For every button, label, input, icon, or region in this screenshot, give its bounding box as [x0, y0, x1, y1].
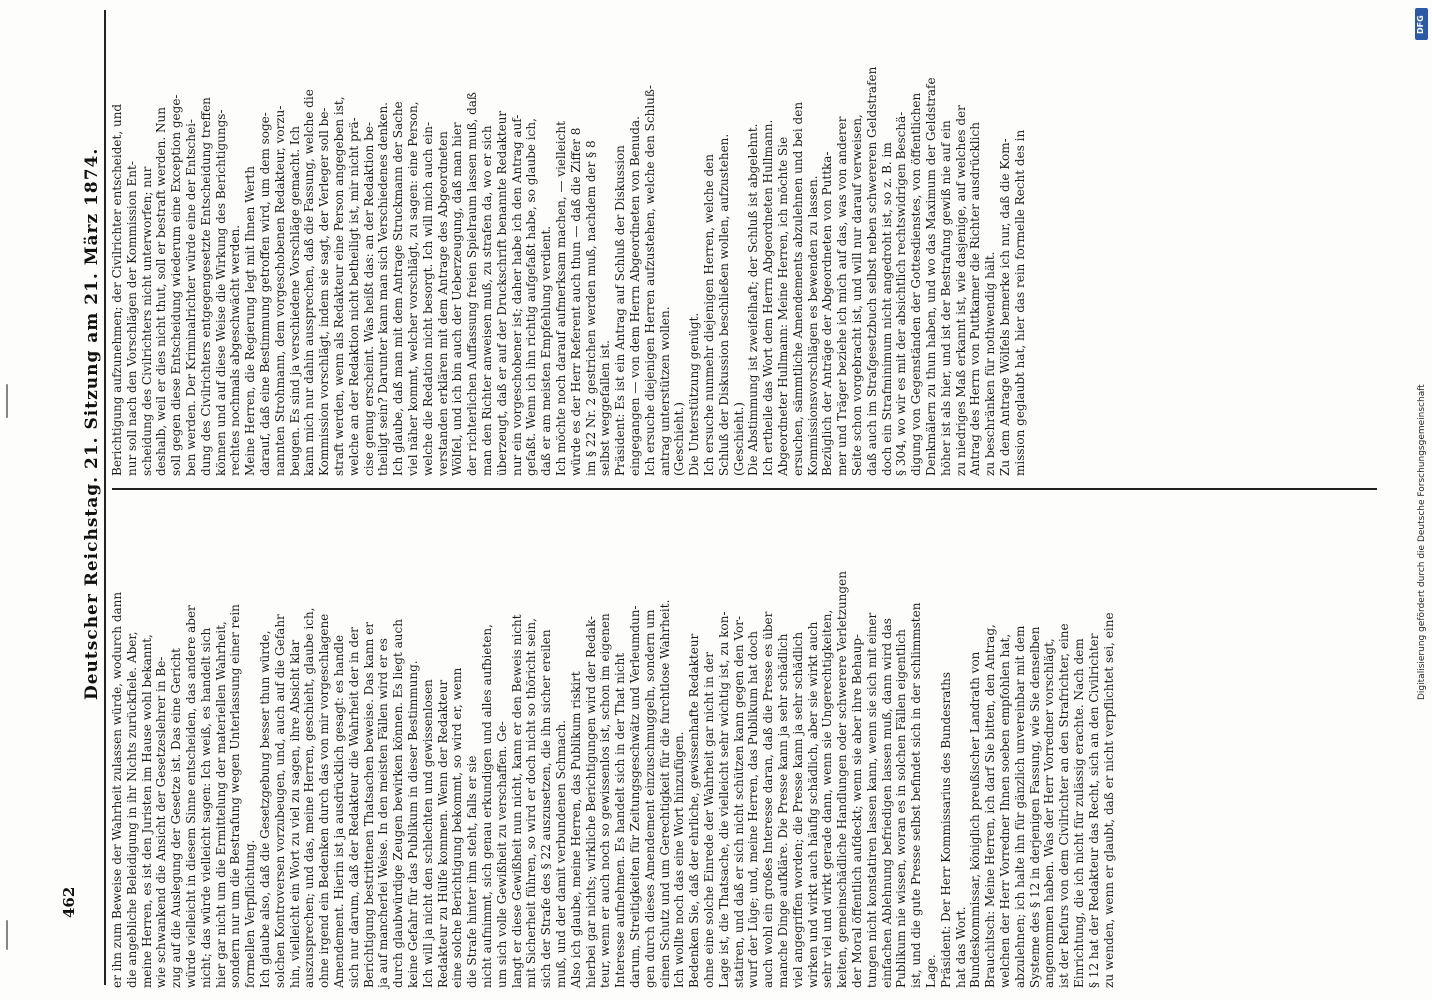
text-line: Brauchitsch: Meine Herren, ich darf Sie bitten, den Antrag,: [983, 624, 998, 988]
scan-mark: [6, 384, 8, 418]
text-line: abzulehnen; ich halte ihn für gänzlich unvereinbar mit dem: [1012, 625, 1027, 988]
top-rule: [104, 10, 106, 985]
text-line: gefaßt. Wenn ich ihn richtig aufgefaßt habe, so glaube ich,: [524, 118, 539, 476]
text-line: Interesse aufnehmen. Es handelt sich in der That nicht: [613, 652, 628, 988]
text-line: gen durch dieses Amendement einzuschmuggeln, sondern um: [642, 609, 657, 988]
text-line: würde vielleicht in diesem Sinne entscheiden, das andere aber: [184, 605, 198, 988]
text-line: wie schwankend die Ansicht der Gesetzeslehrer in Be-: [154, 656, 169, 988]
text-line: soll gegen diese Entscheidung wiederum eine Exception gege-: [169, 94, 184, 476]
text-line: hierbei gar nichts; wirkliche Berichtigungen wird der Redak-: [583, 615, 598, 988]
text-line: die Strafe hinter ihm steht, falls er sie: [465, 755, 480, 988]
text-line: Zu dem Antrage Wölfels bemerke ich nur, daß die Kom-: [998, 138, 1012, 476]
text-line: Ich ersuche diejenigen Herren aufzustehen, welche den Schluß-: [642, 85, 657, 476]
text-line: mer und Träger beziehe ich mich auf das, was von anderer: [835, 116, 850, 476]
text-line: man den Richter anweisen muß, zu strafen da, wo er sich: [480, 125, 494, 476]
text-line: Ich will ja nicht den schlechten und gewissenlosen: [420, 679, 435, 988]
text-line: eingegangen — von dem Herrn Abgeordneten von Benuda.: [628, 116, 642, 476]
text-line: scheidung des Civilrichters nicht unterworfen; nur: [139, 166, 154, 476]
text-line: rechtes nochmals abgeschwächt werden.: [228, 224, 243, 476]
text-line: Präsident: Der Herr Kommissarius des Bundesraths: [938, 671, 953, 988]
text-line: er ihn zum Beweise der Wahrheit zulassen würde, wodurch dann: [110, 591, 124, 988]
text-line: daß auch im Strafgesetzbuch selbst neben schwereren Geldstrafen: [864, 66, 879, 476]
text-line: welchen der Herr Vorredner Ihnen soeben empfohlen hat,: [998, 633, 1012, 988]
text-line: sich nur darum, daß der Redakteur die Wahrheit der in der: [346, 627, 361, 988]
text-line: Die Abstimmung ist zweifelhaft; der Schluß ist abgelehnt.: [746, 123, 761, 476]
text-line: Kommissionsvorschlägen es bewenden zu lassen.: [805, 175, 820, 476]
text-line: Ich glaube, daß man mit dem Antrage Struckmann der Sache: [391, 101, 406, 476]
text-line: keine Gefahr für das Publikum in dieser Bestimmung.: [406, 660, 420, 988]
text-line: höher ist als hier, und ist der Bestrafung gewiß nie auf ein: [938, 120, 953, 476]
column-divider: [112, 488, 1377, 490]
text-line: § 12 hat der Redakteur das Recht, sich an den Civilrichter: [1086, 633, 1101, 988]
digitization-note: Digitalisierung gefördert durch die Deutsche Forschungsgemeinschaft: [1417, 384, 1427, 700]
text-line: einfachen Ablehnung befriedigen lassen muß, dann wird das: [879, 618, 894, 988]
text-line: Berichtigung bestrittenen Thatsachen beweise. Das kann er: [361, 622, 376, 988]
text-line: (Geschieht.): [672, 402, 687, 476]
text-line: Die Unterstützung genügt.: [687, 312, 702, 476]
text-line: Wölfel, und ich bin auch der Ueberzeugung, daß man hier: [450, 122, 465, 476]
text-line: nicht aufnimmt, sich genau erkundigen und alles aufbieten,: [480, 624, 494, 988]
text-line: darum, Streitigkeiten für Zeitungsgeschwätz und Verleumdun-: [628, 605, 642, 988]
text-line: kann mich nur dahin aussprechen, daß die Fassung, welche die: [302, 89, 317, 476]
text-line: verstanden erklären mit dem Antrage des Abgeordneten: [435, 131, 450, 476]
text-line: Ich möchte noch darauf aufmerksam machen, — vielleicht: [554, 121, 568, 476]
text-line: Abgeordneter Hullmann: Meine Herren, ich möchte Sie: [776, 136, 790, 476]
text-line: Lage ist, die Thatsache, die vielleicht sehr wichtig ist, zu kon-: [716, 611, 731, 988]
text-line: antrag unterstützen wollen.: [657, 306, 672, 476]
text-line: eine solche Berichtigung bekommt, so wird er, wenn: [450, 667, 465, 988]
text-line: Einrichtung, die ich nicht für zulässig erachte. Nach dem: [1072, 638, 1086, 988]
text-line: sich der Strafe des § 22 auszusetzen, die ihn sicher ereilen: [539, 629, 554, 988]
text-line: nur soll nach den Vorschlägen der Kommission Ent-: [124, 161, 139, 476]
text-line: Schluß der Diskussion beschließen wollen, aufzustehen.: [716, 133, 731, 476]
text-line: teur, wenn er auch noch so gewissenlos ist, schon im eigenen: [598, 613, 613, 988]
text-line: auch wohl ein großes Interesse daran, daß die Presse es über: [761, 611, 776, 988]
text-line: darauf, daß eine Bestimmung getroffen wird, um dem soge-: [258, 112, 272, 476]
running-title: Deutscher Reichstag. 21. Sitzung am 21. März 1874.: [82, 147, 102, 700]
text-line: mission geglaubt hat, hier das rein formelle Recht des in: [1012, 129, 1027, 476]
text-line: ist der Refurs von dem Civilrichter an den Strafrichter, eine: [1057, 623, 1072, 988]
text-line: statiren, und daß er sich nicht schützen kann gegen den Vor-: [731, 615, 746, 988]
text-line: nannten Strohmann, dem vorgeschobenen Redakteur, vorzu-: [272, 105, 287, 476]
page-number: 462: [60, 886, 78, 918]
text-line: (Geschieht.): [731, 402, 746, 476]
text-line: Meine Herren, die Regierung legt mit Ihnen Werth: [243, 166, 258, 476]
text-line: auszusprechen; und das, meine Herren, geschieht, glaube ich,: [302, 607, 317, 988]
text-line: durch glaubwürdige Zeugen bewirken können. Es liegt auch: [391, 619, 406, 988]
text-line: würde es der Herr Referent auch thun — daß die Ziffer 8: [568, 127, 583, 476]
text-line: dung des Civilrichters entgegengesetzte Entscheidung treffen: [198, 97, 213, 476]
text-line: zu niedriges Maß erkannt ist, wie dasjenige, auf welches der: [953, 105, 968, 476]
text-line: Redakteur zu Hülfe kommen. Wenn der Redakteur: [435, 679, 450, 988]
dfg-logo: [1415, 8, 1428, 40]
text-line: welche die Redation nicht besorgt. Ich will mich auch ein-: [420, 121, 435, 476]
text-line: Denkmälern zu thun haben, und wo das Maximum der Geldstrafe: [924, 77, 938, 476]
text-line: doch ein Strafminimum nicht angedroht ist, so z. B. im: [879, 142, 894, 476]
text-line: der Moral öffentlich aufdeckt; wenn sie aber ihre Behaup-: [850, 633, 864, 988]
text-line: sehr viel und wirkt gerade dann, wenn sie Ungerechtigkeiten,: [820, 609, 835, 988]
text-line: überzeugt, daß er auf der Druckschrift benannte Redakteur: [494, 110, 509, 476]
text-line: angenommen haben. Was der Herr Vorredner vorschlägt,: [1042, 638, 1057, 988]
text-line: keiten, gemeinschädliche Handlungen oder schwerere Verletzungen: [835, 571, 850, 988]
text-line: Ich glaube also, daß die Gesetzgebung besser thun würde,: [258, 630, 272, 988]
text-line: ersuchen, sämmtliche Amendements abzulehnen und bei den: [790, 101, 805, 476]
text-line: hat das Wort.: [953, 906, 968, 988]
text-line: ja auf mancherlei Weise. In den meisten Fällen wird er es: [376, 638, 391, 988]
text-line: meine Herren, es ist den Juristen im Hause wohl bekannt,: [139, 634, 154, 988]
text-line: Bedenken Sie, daß der ehrliche, gewissenhafte Redakteur: [687, 633, 702, 988]
text-line: einen Schutz und um Gerechtigkeit für die furchtlose Wahrheit.: [657, 599, 672, 988]
text-line: straft werden, wenn als Redakteur eine Person angegeben ist,: [332, 96, 346, 476]
scan-mark: [6, 920, 8, 950]
text-line: wirken und wirkt auch häufig schädlich, aber sie wirkt auch: [805, 621, 820, 988]
text-line: digung von Gegenständen der Gottesdienstes, von öffentlichen: [909, 92, 924, 476]
text-line: Amendement. Hierin ist ja ausdrücklich gesagt: es handle: [332, 634, 346, 988]
text-line: muß, und der damit verbundenen Schmach.: [554, 719, 568, 988]
text-line: Seite schon vorgebracht ist, und will nur darauf verweisen,: [850, 114, 864, 476]
text-line: hier gar nicht um die Ermittelung der materiellen Wahrheit,: [213, 621, 228, 988]
text-line: zug auf die Auslegung der Gesetze ist. Das eine Gericht: [169, 648, 184, 988]
text-line: tungen nicht konstatiren lassen kann, wenn sie sich mit einer: [864, 612, 879, 988]
text-line: ben werden. Der Kriminalrichter würde eine der Entschei-: [184, 119, 198, 476]
text-line: langt er diese Gewißheit nun nicht, kann er den Beweis nicht: [509, 614, 524, 988]
text-line: der richterlichen Auffassung freien Spielraum lassen muß, daß: [465, 92, 480, 476]
text-line: zu wenden, wenn er glaubt, daß er nicht verpflichtet sei, eine: [1101, 612, 1116, 988]
text-line: deshalb, weil er dies nicht thut, soll er bestraft werden. Nun: [154, 107, 169, 476]
dfg-logo-text: DFG: [1416, 15, 1425, 34]
text-line: um sich volle Gewißheit zu verschaffen. Ge-: [494, 721, 509, 988]
text-line: Präsident: Es ist ein Antrag auf Schluß der Diskussion: [613, 145, 628, 476]
text-line: beugen. Es sind ja verschiedene Vorschläge gemacht. Ich: [287, 125, 302, 476]
text-line: mit Sicherheit führen, so wird er doch nicht so thöricht sein,: [524, 618, 539, 988]
text-line: theiligt sein? Darunter kann man sich Verschiedenes denken.: [376, 102, 391, 476]
text-line: ohne eine solche Einrede der Wahrheit gar nicht in der: [702, 651, 716, 988]
text-line: daß er am meisten Empfehlung verdient.: [539, 225, 554, 476]
text-line: Ich wollte noch das eine Wort hinzufügen.: [672, 731, 687, 988]
text-line: selbst weggefallen ist.: [598, 340, 613, 476]
text-line: nicht; das würde vielleicht sagen: Ich weiß, es handelt sich: [198, 627, 213, 988]
text-line: nur ein vorgeschobener ist; daher habe ich den Antrag auf-: [509, 114, 524, 476]
text-line: im § 22 Nr. 2 gestrichen werden muß, nachdem der § 8: [583, 140, 598, 476]
text-line: hin, vielleicht ein Wort zu viel zu sagen, ihre Absicht klar: [287, 639, 302, 988]
text-line: manche Dinge aufkläre. Die Presse kann ja sehr schädlich: [776, 633, 790, 988]
text-line: viel näher kommt, welcher vorschlägt, zu sagen: eine Person,: [406, 101, 420, 476]
text-line: Also ich glaube, meine Herren, das Publikum riskirt: [568, 671, 583, 988]
text-line: wurf der Lüge; und, meine Herren, das Publikum hat doch: [746, 631, 761, 988]
text-line: sondern nur um die Bestrafung wegen Unterlassung einer rein: [228, 604, 243, 988]
text-line: zu beschränken für nothwendig hält.: [983, 251, 998, 476]
text-line: cise genug erscheint. Was heißt das: an der Redaktion be-: [361, 121, 376, 476]
text-line: Ich ertheile das Wort dem Herrn Abgeordneten Hullmann.: [761, 119, 776, 476]
text-line: die angebliche Beleidigung in ihr Nichts zurückfiele. Aber,: [124, 631, 139, 988]
text-line: können und auf diese Weise die Wirkung des Berichtigungs-: [213, 109, 228, 476]
text-line: viel angegriffen worden; die Presse kann ja sehr schädlich: [790, 631, 805, 988]
text-line: Systeme des § 12 in derjenigen Fassung, wie Sie denselben: [1027, 626, 1042, 988]
text-line: Berichtigung aufzunehmen; der Civilrichter entscheidet, und: [110, 103, 124, 476]
text-line: welche an der Redaktion nicht betheiligt ist, mir nicht prä-: [346, 117, 361, 476]
text-line: Kommission vorschlägt, indem sie sagt, der Verleger soll be-: [317, 107, 332, 476]
text-line: ist, und die gute Presse selbst befindet sich in der schlimmsten: [909, 602, 924, 988]
text-line: formellen Verpflichtung.: [243, 839, 258, 988]
text-line: § 304, wo wir es mit der absichtlich rechtswidrigen Beschä-: [894, 111, 909, 476]
text-line: solchen Kontroversen vorzubeugen, und, auch auf die Gefahr: [272, 614, 287, 988]
text-line: Antrag des Herrn von Puttkamer die Richter ausdrücklich: [968, 122, 983, 476]
text-line: Publikum nie wissen, woran es in solchen Fällen eigentlich: [894, 629, 909, 988]
text-line: Ich ersuche nunmehr diejenigen Herren, welche den: [702, 154, 716, 476]
text-line: ohne irgend ein Bedenken durch das von mir vorgeschlagene: [317, 613, 332, 988]
text-line: Bundeskommissar, königlich preußischer Landrath von: [968, 651, 983, 988]
text-line: Bezüglich der Anträge der Abgeordneten von Puttka-: [820, 151, 835, 476]
text-line: Lage.: [924, 954, 938, 988]
